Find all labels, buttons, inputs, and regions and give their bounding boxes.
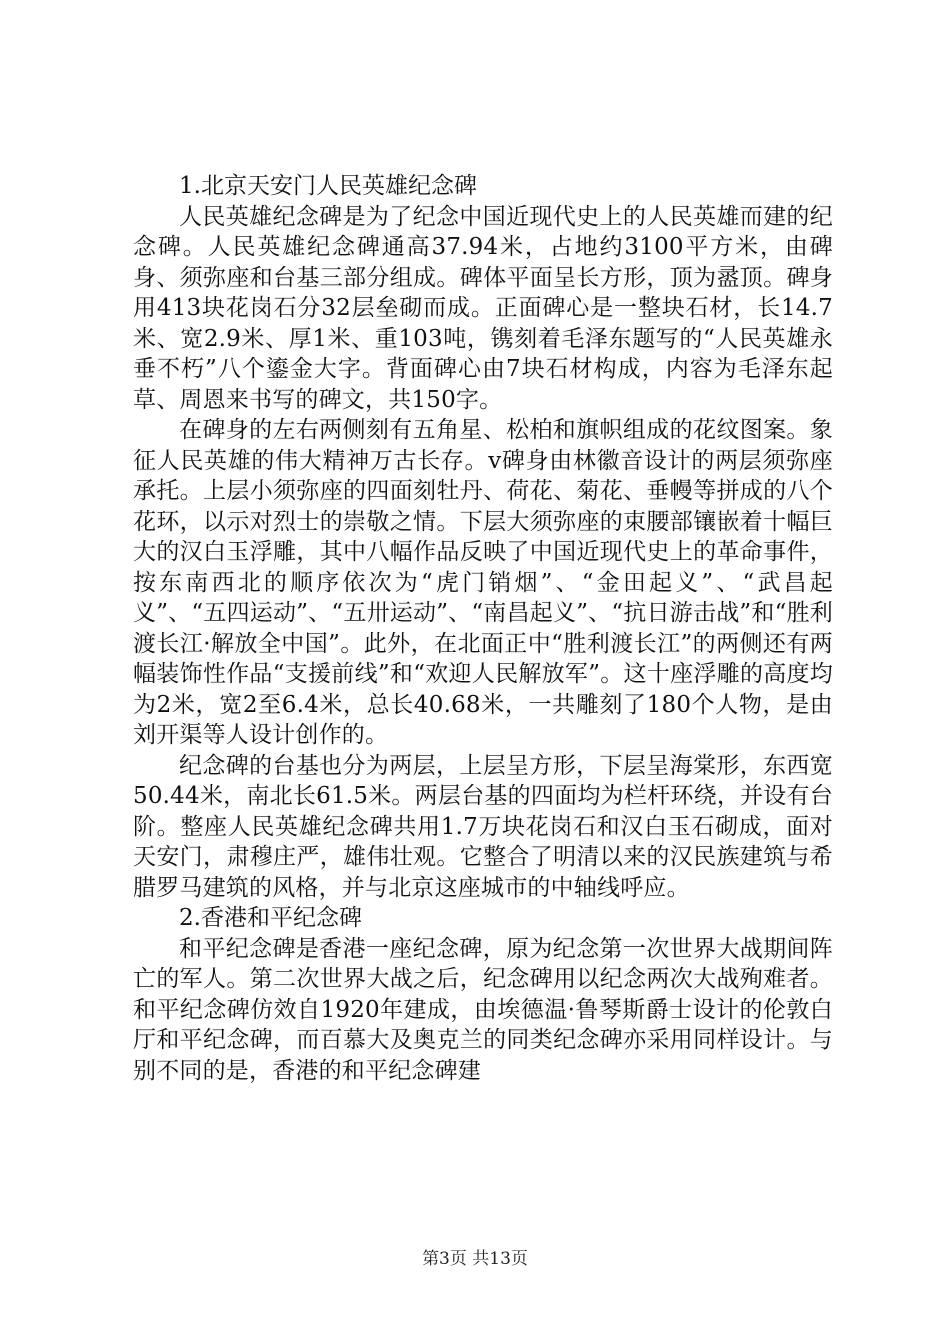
document-body	[133, 171, 833, 1086]
paragraph-1: 人民英雄纪念碑是为了纪念中国近现代史上的人民英雄而建的纪念碑。人民英雄纪念碑通高37.94米，占地约3100平方米，由碑身、须弥座和台基三部分组成。碑体平面呈长方形，顶为盝顶。碑身用413块花岗石分32层垒砌而成。正面碑心是一整块石材，长14.7米、宽2.9米、厚1米、重103吨，镌刻着毛泽东题写的“人民英雄永垂不朽”八个鎏金大字。背面碑心由7块石材构成，内容为毛泽东起草、周恩来书写的碑文，共150字。	[133, 203, 833, 413]
section-heading-1: 1.北京天安门人民英雄纪念碑	[179, 173, 477, 199]
paragraph-3: 纪念碑的台基也分为两层，上层呈方形，下层呈海棠形，东西宽50.44米，南北长61.5米。两层台基的四面均为栏杆环绕，并设有台阶。整座人民英雄纪念碑共用1.7万块花岗石和汉白玉石砌成，面对天安门，肃穆庄严，雄伟壮观。它整合了明清以来的汉民族建筑与希腊罗马建筑的风格，并与北京这座城市的中轴线呼应。	[133, 752, 833, 901]
page-number-footer: 第3页 共13页	[422, 1249, 528, 1269]
section-heading-2: 2.香港和平纪念碑	[179, 905, 362, 931]
paragraph-2: 在碑身的左右两侧刻有五角星、松柏和旗帜组成的花纹图案。象征人民英雄的伟大精神万古长存。v碑身由林徽音设计的两层须弥座承托。上层小须弥座的四面刻牡丹、荷花、菊花、垂幔等拼成的八个花环，以示对烈士的崇敬之情。下层大须弥座的束腰部镶嵌着十幅巨大的汉白玉浮雕，其中八幅作品反映了中国近现代史上的革命事件，按东南西北的顺序依次为“虎门销烟”、“金田起义”、“武昌起义”、“五四运动”、“五卅运动”、“南昌起义”、“抗日游击战”和“胜利渡长江·解放全中国”。此外，在北面正中“胜利渡长江”的两侧还有两幅装饰性作品“支援前线”和“欢迎人民解放军”。这十座浮雕的高度均为2米，宽2至6.4米，总长40.68米，一共雕刻了180个人物，是由刘开渠等人设计创作的。	[133, 417, 833, 748]
paragraph-4: 和平纪念碑是香港一座纪念碑，原为纪念第一次世界大战期间阵亡的军人。第二次世界大战之后，纪念碑用以纪念两次大战殉难者。和平纪念碑仿效自1920年建成，由埃德温·鲁琴斯爵士设计的伦敦白厅和平纪念碑，而百慕大及奥克兰的同类纪念碑亦采用同样设计。与别不同的是，香港的和平纪念碑建	[133, 935, 833, 1084]
